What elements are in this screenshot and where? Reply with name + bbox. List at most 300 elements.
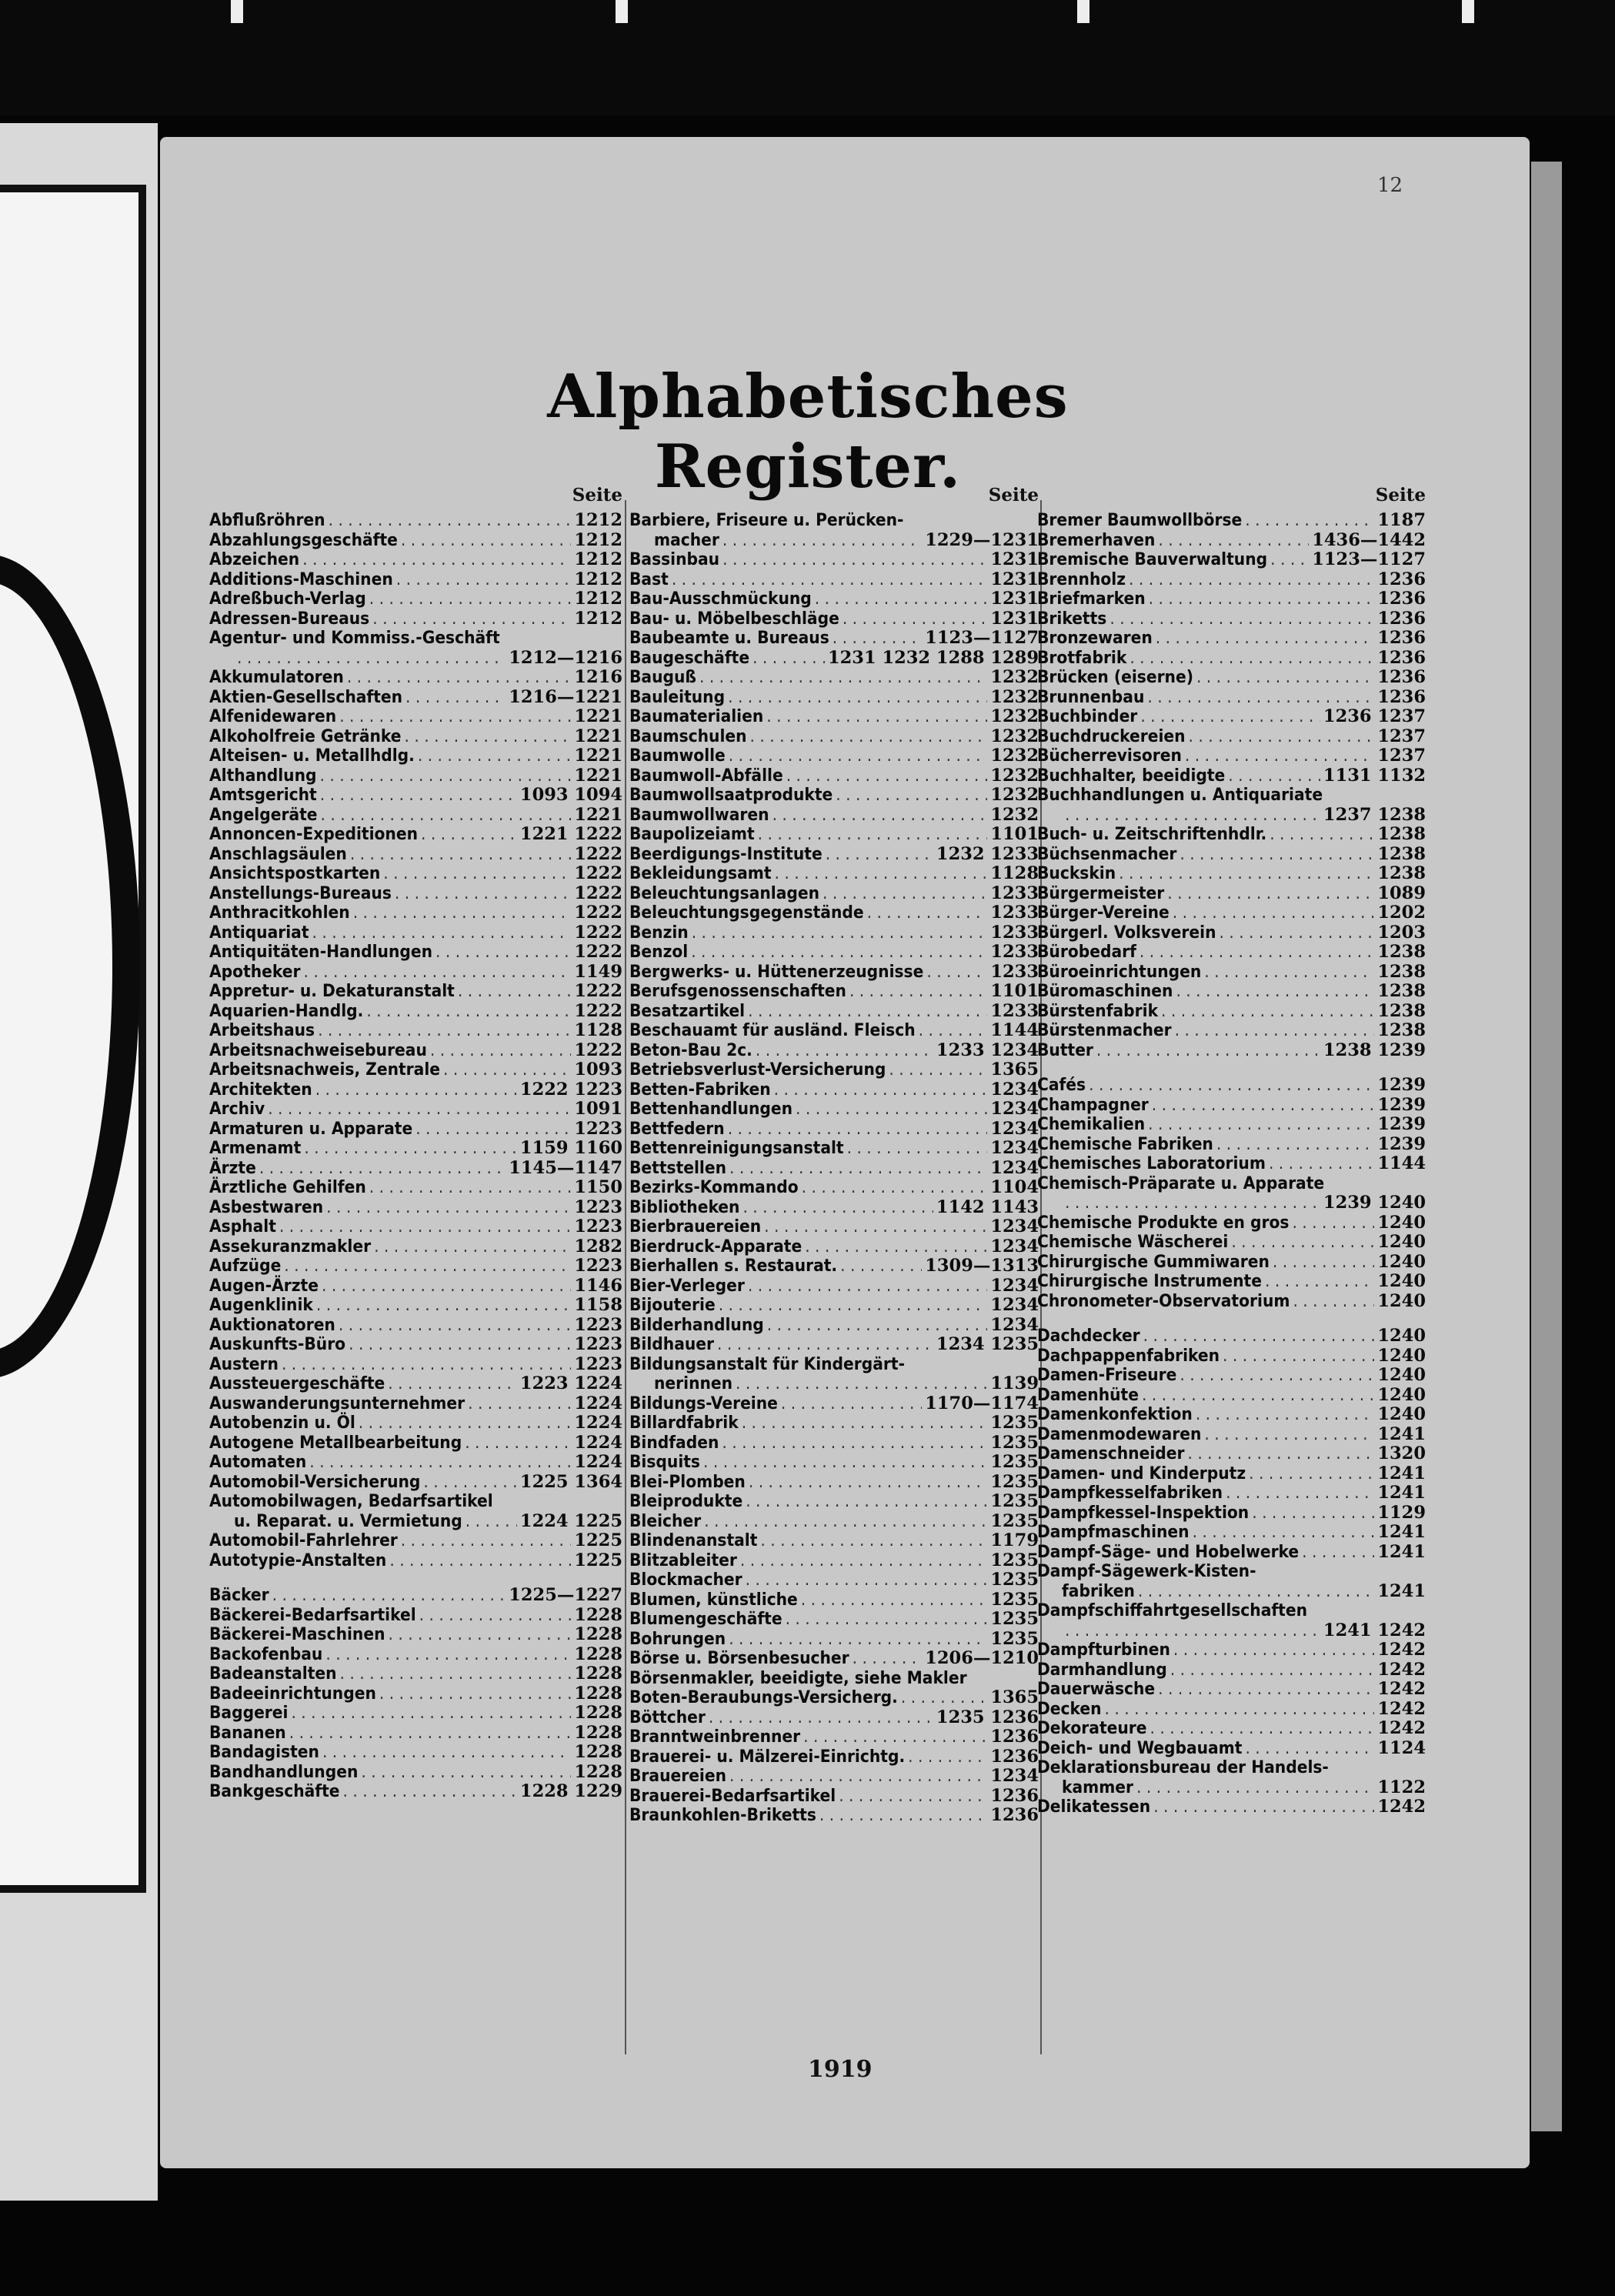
entry-label: Büromaschinen xyxy=(1037,981,1173,1001)
register-entry xyxy=(629,1198,1039,1218)
left-page-ornament xyxy=(0,554,140,1379)
entry-label: Bierbrauereien xyxy=(629,1216,762,1236)
entry-page: 1235 xyxy=(990,1628,1039,1649)
entry-label: Blumengeschäfte xyxy=(629,1609,782,1629)
register-entry xyxy=(629,609,1039,629)
register-entry xyxy=(1037,550,1426,570)
register-entry xyxy=(1037,1041,1426,1061)
entry-label: Chemische Wäscherei xyxy=(1037,1232,1229,1252)
register-entry xyxy=(629,1590,1039,1610)
leader-dots xyxy=(347,668,572,688)
entry-page: 1232 xyxy=(990,686,1039,707)
entry-label: Baubeamte u. Bureaus xyxy=(629,628,829,648)
register-entry xyxy=(209,982,622,1002)
entry-label: Badeanstalten xyxy=(209,1664,337,1684)
leader-dots xyxy=(369,589,572,609)
entry-page: 1282 xyxy=(574,1236,622,1256)
entry-label: Blei-Plomben xyxy=(629,1471,746,1492)
leader-dots xyxy=(361,1763,571,1783)
entry-page: 1224 xyxy=(574,1393,622,1413)
entry-label: kammer xyxy=(1062,1777,1134,1797)
entry-page: 1158 xyxy=(574,1295,622,1315)
entry-page: 1238 xyxy=(1377,843,1426,864)
entry-label: Chemisches Laboratorium xyxy=(1037,1153,1266,1173)
register-entry xyxy=(1037,570,1426,590)
entry-page: 1104 xyxy=(990,1177,1039,1197)
entry-page: 1239 xyxy=(1377,1094,1426,1115)
register-entry xyxy=(629,1237,1039,1257)
register-entry xyxy=(629,1806,1039,1826)
leader-dots xyxy=(836,786,987,806)
entry-label: Damenkonfektion xyxy=(1037,1404,1193,1424)
register-entry xyxy=(629,903,1039,923)
register-entry xyxy=(209,1178,622,1198)
leader-dots xyxy=(742,1198,933,1218)
entry-page: 1234 1235 xyxy=(936,1334,1039,1354)
leader-dots xyxy=(815,589,988,609)
leader-dots xyxy=(320,786,517,806)
register-entry xyxy=(209,1296,622,1316)
register-entry xyxy=(629,649,1039,669)
leader-dots xyxy=(388,1374,517,1394)
leader-dots xyxy=(291,1704,571,1724)
register-entry xyxy=(629,1708,1039,1728)
entry-label: Benzin xyxy=(629,922,689,943)
entry-label: Autotypie-Anstalten xyxy=(209,1550,387,1570)
register-entry xyxy=(629,1570,1039,1590)
entry-label: Baumaterialien xyxy=(629,706,764,726)
entry-label: Chirurgische Gummiwaren xyxy=(1037,1251,1270,1272)
leader-dots xyxy=(691,943,987,963)
entry-label: Damen- und Kinderputz xyxy=(1037,1463,1246,1483)
register-entry xyxy=(1037,1739,1426,1759)
register-entry xyxy=(1037,825,1426,845)
leader-dots xyxy=(343,1782,517,1802)
entry-label: Bau- u. Möbelbeschläge xyxy=(629,608,839,629)
register-entry xyxy=(629,943,1039,963)
register-entry xyxy=(1037,707,1426,727)
register-entry xyxy=(209,531,622,551)
entry-page: 1170—1174 xyxy=(925,1393,1039,1413)
film-edge-mark xyxy=(231,0,243,23)
register-entry xyxy=(1037,1719,1426,1739)
entry-page: 1223 xyxy=(574,1118,622,1139)
column-entries xyxy=(209,511,622,1802)
register-entry xyxy=(209,923,622,943)
entry-label: Bürgermeister xyxy=(1037,883,1165,903)
entry-label: Bier-Verleger xyxy=(629,1275,745,1296)
entry-label: Bäcker xyxy=(209,1585,269,1605)
leader-dots xyxy=(237,649,506,669)
entry-page: 1229—1231 xyxy=(925,529,1039,550)
entry-label: Asbestwaren xyxy=(209,1196,324,1217)
entry-page: 1122 xyxy=(1377,1777,1426,1797)
leader-dots xyxy=(350,845,572,865)
entry-label: Billardfabrik xyxy=(629,1413,739,1433)
entry-label: Bücherrevisoren xyxy=(1037,746,1182,766)
leader-dots xyxy=(1148,1115,1374,1135)
entry-page: 1241 xyxy=(1377,1423,1426,1444)
entry-label: Badeeinrichtungen xyxy=(209,1683,376,1704)
register-entry xyxy=(209,1316,622,1336)
entry-page: 1309—1313 xyxy=(925,1256,1039,1276)
register-entry xyxy=(629,1453,1039,1473)
leader-dots xyxy=(1270,550,1309,570)
leader-dots xyxy=(692,923,988,943)
leader-dots xyxy=(853,1649,923,1669)
entry-page: 1139 xyxy=(990,1373,1039,1393)
leader-dots xyxy=(389,1551,571,1571)
register-entry xyxy=(209,864,622,884)
register-entry xyxy=(629,1139,1039,1159)
leader-dots xyxy=(401,531,572,551)
leader-dots xyxy=(756,1041,933,1061)
entry-label: Automaten xyxy=(209,1452,307,1472)
register-entry xyxy=(629,1669,1039,1689)
entry-page: 1225 xyxy=(574,1530,622,1550)
entry-page: 1233 1234 xyxy=(936,1040,1039,1060)
register-entry xyxy=(629,1551,1039,1571)
leader-dots xyxy=(722,1433,987,1453)
entry-page: 1240 xyxy=(1377,1251,1426,1272)
entry-label: Alfenidewaren xyxy=(209,706,337,726)
register-entry xyxy=(209,727,622,747)
leader-dots xyxy=(1196,1405,1375,1425)
leader-dots xyxy=(1265,1272,1374,1292)
register-entry xyxy=(1037,1021,1426,1041)
register-entry xyxy=(629,1767,1039,1787)
leader-dots xyxy=(309,1453,571,1473)
entry-label: Althandlung xyxy=(209,765,317,786)
entry-label: Beschauamt für ausländ. Fleisch xyxy=(629,1020,916,1040)
register-entry xyxy=(629,1492,1039,1512)
leader-dots xyxy=(430,1041,572,1061)
entry-page: 1365 xyxy=(990,1060,1039,1080)
entry-page: 1238 xyxy=(1377,1020,1426,1040)
entry-page: 1241 xyxy=(1377,1463,1426,1483)
entry-label: Baumwoll-Abfälle xyxy=(629,765,783,786)
entry-label: Aufzüge xyxy=(209,1256,282,1276)
entry-label: Benzol xyxy=(629,942,689,962)
register-entry xyxy=(629,570,1039,590)
leader-dots xyxy=(284,1256,571,1276)
register-entry xyxy=(209,1021,622,1041)
entry-label: Börse u. Börsenbesucher xyxy=(629,1648,849,1668)
entry-page: 1232 xyxy=(990,785,1039,805)
leader-dots xyxy=(268,1100,571,1120)
register-entry xyxy=(209,845,622,865)
entry-page: 1238 1239 xyxy=(1323,1040,1426,1060)
entry-label: Bettenhandlungen xyxy=(629,1099,793,1119)
entry-label: Deklarationsbureau der Handels- xyxy=(1037,1757,1329,1777)
entry-page: 1320 xyxy=(1377,1443,1426,1463)
entry-label: Automobil-Versicherung xyxy=(209,1471,421,1492)
leader-dots xyxy=(421,825,517,845)
entry-label: Bankgeschäfte xyxy=(209,1781,340,1801)
entry-label: Baugeschäfte xyxy=(629,647,750,668)
register-entry xyxy=(629,531,1039,551)
entry-label: Briketts xyxy=(1037,608,1107,629)
column-entries xyxy=(1037,511,1426,1817)
entry-page: 1239 xyxy=(1377,1133,1426,1154)
entry-label: Abzahlungsgeschäfte xyxy=(209,529,398,550)
leader-dots xyxy=(325,1645,571,1665)
register-entry xyxy=(209,806,622,826)
leader-dots xyxy=(349,1335,571,1355)
film-edge-mark xyxy=(1462,0,1474,23)
leader-dots xyxy=(750,727,988,747)
entry-page: 1240 xyxy=(1377,1232,1426,1252)
leader-dots xyxy=(847,1139,988,1159)
entry-label: Dampf-Sägewerk-Kisten- xyxy=(1037,1561,1256,1581)
leader-dots xyxy=(719,1296,988,1316)
entry-page: 1228 xyxy=(574,1722,622,1743)
register-entry xyxy=(629,1159,1039,1179)
leader-dots xyxy=(1173,1640,1374,1660)
entry-label: Chronometer-Observatorium xyxy=(1037,1290,1290,1311)
entry-label: Blumen, künstliche xyxy=(629,1589,798,1610)
entry-label: Buchhalter, beeidigte xyxy=(1037,765,1226,786)
register-entry xyxy=(209,1684,622,1704)
leader-dots xyxy=(1065,1621,1320,1641)
register-entry xyxy=(209,707,622,727)
entry-page: 1228 1229 xyxy=(519,1781,622,1801)
leader-dots xyxy=(465,1433,571,1453)
leader-dots xyxy=(1089,1076,1374,1096)
entry-label: Blindenanstalt xyxy=(629,1530,758,1550)
entry-page: 1238 xyxy=(1377,824,1426,844)
leader-dots xyxy=(709,1708,933,1728)
entry-page: 1233 xyxy=(990,942,1039,962)
entry-page: 1240 xyxy=(1377,1365,1426,1385)
entry-label: Dachpappenfabriken xyxy=(1037,1345,1220,1366)
film-edge-mark xyxy=(616,0,628,23)
entry-label: Beton-Bau 2c. xyxy=(629,1040,752,1060)
register-entry xyxy=(209,1645,622,1665)
entry-page: 1224 1225 xyxy=(519,1510,622,1531)
register-entry xyxy=(1037,1700,1426,1720)
entry-label: Bürobedarf xyxy=(1037,942,1136,962)
leader-dots xyxy=(1149,589,1375,609)
register-entry xyxy=(629,766,1039,786)
section-gap xyxy=(1037,1311,1426,1327)
entry-label: Austern xyxy=(209,1353,279,1374)
register-entry xyxy=(1037,649,1426,669)
entry-page: 1241 xyxy=(1377,1522,1426,1542)
entry-label: Arbeitsnachweis, Zentrale xyxy=(209,1060,440,1080)
register-entry xyxy=(209,943,622,963)
entry-page: 1223 xyxy=(574,1334,622,1354)
entry-label: Bäckerei-Maschinen xyxy=(209,1624,385,1644)
leader-dots xyxy=(279,1217,571,1237)
leader-dots xyxy=(396,570,572,590)
leader-dots xyxy=(867,903,988,923)
register-entry xyxy=(209,825,622,845)
entry-page: 1235 xyxy=(990,1570,1039,1590)
leader-dots xyxy=(1204,963,1374,983)
register-entry xyxy=(209,1531,622,1551)
leader-dots xyxy=(1187,1444,1374,1464)
leader-dots xyxy=(468,1394,571,1414)
entry-page: 1212 xyxy=(574,569,622,589)
entry-label: Buckskin xyxy=(1037,863,1116,883)
leader-dots xyxy=(1140,707,1320,727)
register-entry xyxy=(1037,1347,1426,1367)
register-entry xyxy=(629,1316,1039,1336)
leader-dots xyxy=(729,746,988,766)
entry-label: Bleiprodukte xyxy=(629,1491,743,1511)
entry-label: Dampfturbinen xyxy=(1037,1640,1170,1660)
entry-page: 1235 xyxy=(990,1432,1039,1453)
entry-page: 1236 xyxy=(1377,569,1426,589)
entry-page: 1091 xyxy=(574,1099,622,1119)
entry-label: nerinnen xyxy=(654,1373,733,1393)
entry-page: 1233 xyxy=(990,1000,1039,1021)
entry-page: 1231 xyxy=(990,569,1039,589)
register-entry xyxy=(1037,963,1426,983)
leader-dots xyxy=(353,903,572,923)
register-entry xyxy=(209,1512,622,1532)
entry-label: Baggerei xyxy=(209,1703,289,1723)
leader-dots xyxy=(303,963,571,983)
leader-dots xyxy=(1189,727,1375,747)
register-entry xyxy=(629,963,1039,983)
entry-label: Annoncen-Expeditionen xyxy=(209,824,418,844)
leader-dots xyxy=(840,1256,922,1276)
entry-page: 1231 xyxy=(990,608,1039,629)
register-entry xyxy=(629,825,1039,845)
register-entry xyxy=(209,1586,622,1606)
entry-label: Agentur- und Kommiss.-Geschäft xyxy=(209,628,500,648)
register-entry xyxy=(629,1002,1039,1022)
entry-page: 1236 xyxy=(990,1805,1039,1825)
entry-page: 1221 xyxy=(574,746,622,766)
entry-page: 1237 xyxy=(1377,726,1426,746)
leader-dots xyxy=(849,982,987,1002)
leader-dots xyxy=(329,511,572,531)
entry-page: 1159 1160 xyxy=(519,1138,622,1158)
entry-label: Bananen xyxy=(209,1722,286,1743)
leader-dots xyxy=(1167,884,1374,904)
register-entry xyxy=(629,1394,1039,1414)
register-entry xyxy=(209,1492,622,1512)
entry-page: 1240 xyxy=(1377,1384,1426,1405)
leader-dots xyxy=(746,1492,987,1512)
register-entry xyxy=(209,1276,622,1297)
register-entry xyxy=(209,1724,622,1744)
leader-dots xyxy=(758,825,988,845)
leader-dots xyxy=(1245,1739,1374,1759)
entry-page: 1223 xyxy=(574,1256,622,1276)
leader-dots xyxy=(1204,1425,1374,1445)
section-gap xyxy=(1037,1060,1426,1076)
entry-page: 1145—1147 xyxy=(509,1157,622,1178)
leader-dots xyxy=(322,1276,571,1297)
entry-page: 1101 xyxy=(990,981,1039,1001)
leader-dots xyxy=(318,1021,571,1041)
register-entry xyxy=(1037,1366,1426,1386)
leader-dots xyxy=(1152,1096,1375,1116)
entry-label: Augenklinik xyxy=(209,1295,313,1315)
leader-dots xyxy=(796,1100,987,1120)
register-entry xyxy=(209,1041,622,1061)
register-entry xyxy=(1037,1327,1426,1347)
register-entry xyxy=(209,1413,622,1433)
entry-page: 1093 1094 xyxy=(519,785,622,805)
entry-page: 1237 xyxy=(1377,746,1426,766)
entry-label: Bohrungen xyxy=(629,1628,726,1649)
entry-label: Bleicher xyxy=(629,1510,702,1531)
leader-dots xyxy=(458,982,572,1002)
leader-dots xyxy=(729,1159,987,1179)
entry-label: Bildungsanstalt für Kindergärt- xyxy=(629,1353,905,1374)
entry-page: 1222 xyxy=(574,1000,622,1021)
entry-page: 1239 xyxy=(1377,1075,1426,1095)
entry-label: Anstellungs-Bureaus xyxy=(209,883,392,903)
entry-page: 1223 xyxy=(574,1196,622,1217)
register-entry xyxy=(209,688,622,708)
entry-label: Bettenreinigungsanstalt xyxy=(629,1138,844,1158)
leader-dots xyxy=(312,923,572,943)
leader-dots xyxy=(722,531,922,551)
register-entry xyxy=(209,1159,622,1179)
leader-dots xyxy=(1219,923,1374,943)
entry-label: Baumwollsaatprodukte xyxy=(629,785,833,805)
entry-label: Bierdruck-Apparate xyxy=(629,1236,802,1256)
register-entry xyxy=(1037,1425,1426,1445)
entry-page: 1234 xyxy=(990,1295,1039,1315)
entry-label: Bassinbau xyxy=(629,549,720,569)
entry-page: 1239 1240 xyxy=(1323,1193,1426,1213)
entry-page: 1234 xyxy=(990,1118,1039,1139)
entry-label: Damen-Friseure xyxy=(1037,1365,1177,1385)
entry-page: 1235 xyxy=(990,1413,1039,1433)
leader-dots xyxy=(395,884,572,904)
entry-label: Abflußröhren xyxy=(209,510,325,530)
register-entry xyxy=(209,1394,622,1414)
leader-dots xyxy=(1142,1386,1374,1406)
entry-page: 1223 xyxy=(574,1353,622,1374)
register-entry xyxy=(209,1198,622,1218)
entry-page: 1233 xyxy=(990,903,1039,923)
entry-label: u. Reparat. u. Vermietung xyxy=(234,1510,462,1531)
entry-page: 1232 xyxy=(990,667,1039,687)
register-entry xyxy=(209,550,622,570)
entry-label: Aquarien-Handlg. xyxy=(209,1000,364,1021)
entry-label: Auskunfts-Büro xyxy=(209,1334,346,1354)
leader-dots xyxy=(1175,1021,1375,1041)
entry-page: 1240 xyxy=(1377,1326,1426,1346)
register-entry xyxy=(1037,629,1426,649)
leader-dots xyxy=(339,1316,572,1336)
entry-label: Bijouterie xyxy=(629,1295,716,1315)
register-entry xyxy=(629,511,1039,531)
entry-page: 1242 xyxy=(1377,1679,1426,1699)
entry-label: Dampfmaschinen xyxy=(1037,1522,1190,1542)
leader-dots xyxy=(843,609,988,629)
register-entry xyxy=(209,766,622,786)
leader-dots xyxy=(304,1139,517,1159)
entry-page: 1235 xyxy=(990,1609,1039,1629)
entry-page: 1202 xyxy=(1377,903,1426,923)
entry-page: 1239 xyxy=(1377,1114,1426,1134)
register-entry xyxy=(209,1664,622,1684)
register-entry xyxy=(1037,1115,1426,1135)
entry-label: Boten-Beraubungs-Versicherg. xyxy=(629,1687,898,1707)
register-entry xyxy=(1037,864,1426,884)
entry-label: Bürger-Vereine xyxy=(1037,903,1170,923)
entry-page: 1436—1442 xyxy=(1312,529,1426,550)
